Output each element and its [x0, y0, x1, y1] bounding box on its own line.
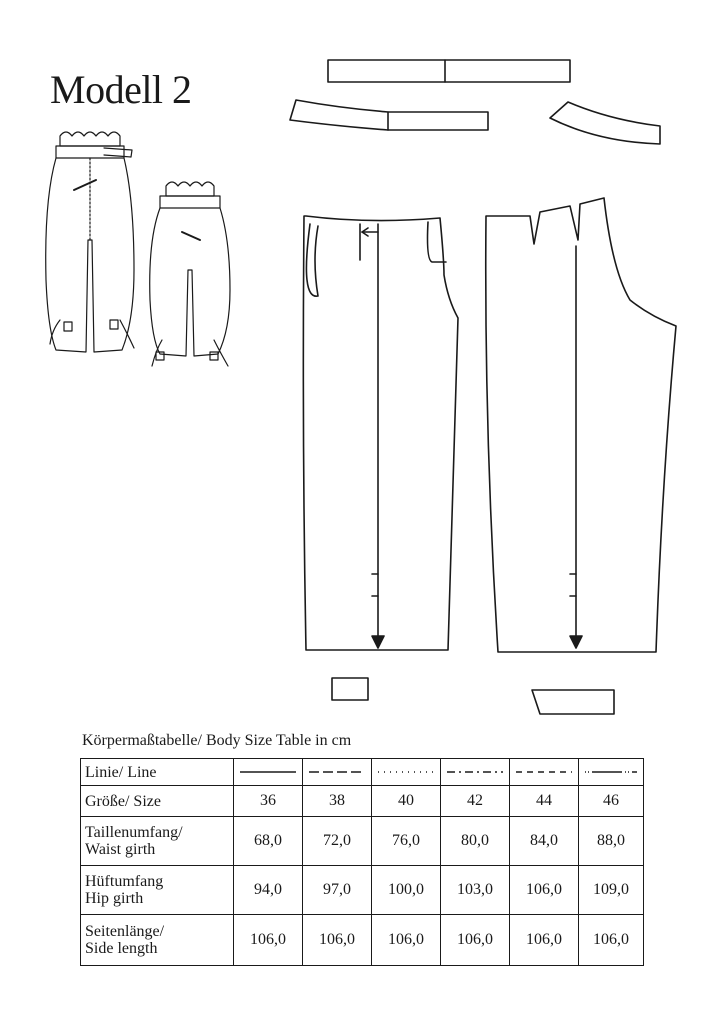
line-style-dash-dot — [445, 768, 505, 776]
waist-row — [81, 817, 644, 866]
line-style-dotted — [376, 768, 436, 776]
back-pattern-piece — [486, 198, 676, 652]
waist-cell: 88,0 — [579, 817, 644, 866]
line-style-cell — [510, 759, 579, 786]
line-style-cell — [579, 759, 644, 786]
waist-cell: 68,0 — [234, 817, 303, 866]
line-style-cell — [372, 759, 441, 786]
side-length-label — [81, 915, 234, 966]
hip-cell: 97,0 — [303, 866, 372, 915]
size-cell: 46 — [579, 786, 644, 817]
side-length-label-en: Side length — [85, 940, 158, 957]
hip-cell: 94,0 — [234, 866, 303, 915]
front-view-sketch — [46, 132, 134, 352]
waist-label-de: Taillenumfang/ — [85, 824, 183, 841]
line-label: Linie/ Line — [81, 759, 234, 786]
table-caption: Körpermaßtabelle/ Body Size Table in cm — [82, 732, 352, 749]
front-pattern-piece — [303, 216, 458, 650]
side-length-cell: 106,0 — [372, 915, 441, 966]
hip-cell: 109,0 — [579, 866, 644, 915]
waist-label-en: Waist girth — [85, 841, 156, 858]
size-cell: 44 — [510, 786, 579, 817]
waist-cell: 72,0 — [303, 817, 372, 866]
line-style-solid — [238, 768, 298, 776]
hip-label — [81, 866, 234, 915]
size-cell: 42 — [441, 786, 510, 817]
size-row — [81, 786, 644, 817]
line-style-cell — [303, 759, 372, 786]
waist-label — [81, 817, 234, 866]
line-style-dot-dash-long — [583, 768, 639, 776]
hip-label-de: Hüftumfang — [85, 873, 164, 890]
side-length-label-de: Seitenlänge/ — [85, 923, 165, 940]
body-size-table — [80, 758, 644, 966]
small-pattern-pieces — [332, 678, 614, 714]
side-length-cell: 106,0 — [303, 915, 372, 966]
line-row — [81, 759, 644, 786]
side-length-cell: 106,0 — [579, 915, 644, 966]
side-length-cell: 106,0 — [510, 915, 579, 966]
line-style-short-dash — [514, 768, 574, 776]
hip-row — [81, 866, 644, 915]
size-cell: 36 — [234, 786, 303, 817]
waist-cell: 84,0 — [510, 817, 579, 866]
back-view-sketch — [150, 182, 230, 366]
side-length-cell: 106,0 — [441, 915, 510, 966]
hip-cell: 100,0 — [372, 866, 441, 915]
line-style-cell — [234, 759, 303, 786]
side-length-row — [81, 915, 644, 966]
hip-cell: 103,0 — [441, 866, 510, 915]
model-title: Modell 2 — [50, 67, 192, 112]
side-length-cell: 106,0 — [234, 915, 303, 966]
size-cell: 40 — [372, 786, 441, 817]
size-cell: 38 — [303, 786, 372, 817]
waistband-pieces — [290, 60, 660, 144]
line-style-cell — [441, 759, 510, 786]
hip-cell: 106,0 — [510, 866, 579, 915]
line-style-long-dash — [307, 768, 367, 776]
waist-cell: 76,0 — [372, 817, 441, 866]
size-label: Größe/ Size — [81, 786, 234, 817]
waist-cell: 80,0 — [441, 817, 510, 866]
hip-label-en: Hip girth — [85, 890, 144, 907]
